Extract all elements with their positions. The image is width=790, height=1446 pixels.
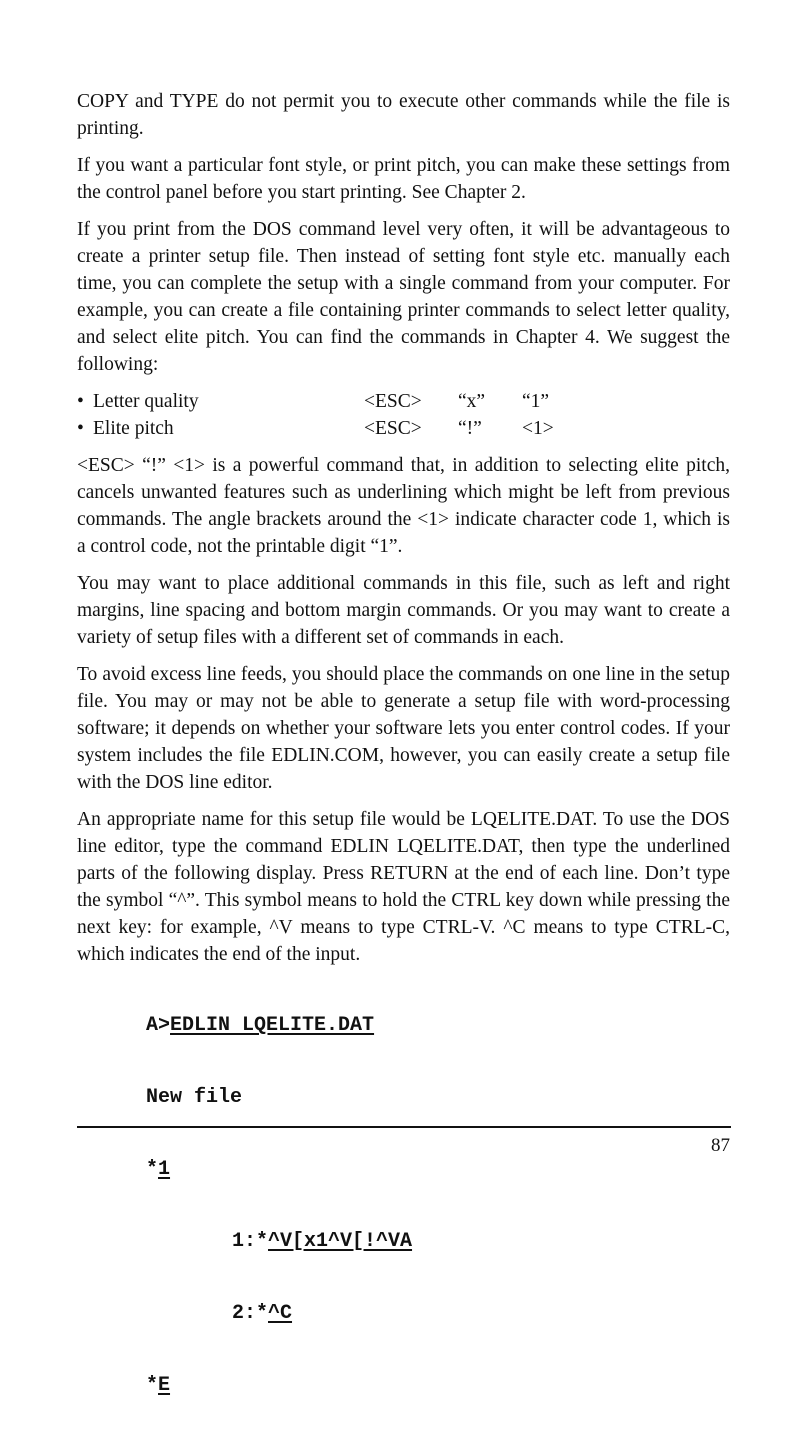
list-item xyxy=(77,388,730,415)
list-item xyxy=(77,415,730,442)
list-item-code-3: “1” xyxy=(522,391,550,412)
list-item-code-2: “x” xyxy=(458,391,486,412)
control-codes-input: ^V[x1^V[!^VA xyxy=(268,1230,413,1253)
footer-divider xyxy=(77,1126,731,1128)
bullet-icon: • xyxy=(77,418,84,439)
edlin-command-input: EDLIN LQELITE.DAT xyxy=(170,1014,375,1037)
list-item-label: Elite pitch xyxy=(93,418,174,439)
edlin-prompt: * xyxy=(146,1158,159,1181)
paragraph-setup-file: If you print from the DOS command level very often, it will be advantageous to create a printer setup file. Then instead of setting font style etc. manually each time, you can complete the setup with a single command from your computer. For example, you can create a file containing printer commands to select letter quality, and select elite pitch. You can find the commands in Chapter 4. We suggest the following: xyxy=(77,219,730,375)
body-text xyxy=(77,88,730,978)
paragraph-copy-type: COPY and TYPE do not permit you to execute other commands while the file is printing. xyxy=(77,91,730,139)
code-line xyxy=(146,1230,412,1254)
code-line xyxy=(146,1158,412,1182)
paragraph-additional-commands: You may want to place additional commands in this file, such as left and right margins, line spacing and bottom margin commands. Or you may want to create a variety of setup files with a different set of commands in each. xyxy=(77,573,730,648)
new-file-message: New file xyxy=(146,1086,243,1109)
code-line xyxy=(146,1086,412,1110)
list-item-label: Letter quality xyxy=(93,391,199,412)
page-number: 87 xyxy=(711,1135,730,1156)
paragraph-font-style: If you want a particular font style, or print pitch, you can make these settings from the control panel before you start printing. See Chapter 2. xyxy=(77,155,730,203)
exit-command-input: E xyxy=(158,1374,171,1397)
list-item-code-3: <1> xyxy=(522,418,554,439)
code-line xyxy=(146,1014,412,1038)
list-item-code-2: “!” xyxy=(458,418,482,439)
end-input-code: ^C xyxy=(268,1302,293,1325)
code-line xyxy=(146,1302,412,1326)
paragraph-line-feeds: To avoid excess line feeds, you should place the commands on one line in the setup file. You may or may not be able to generate a setup file with word-processing software; it depends on whether your software lets you enter control codes. If your system includes the file EDLIN.COM, however, you can easily create a setup file with the DOS line editor. xyxy=(77,664,730,793)
line-prompt: 1:* xyxy=(232,1230,269,1253)
paragraph-esc-command: <ESC> “!” <1> is a powerful command that, in addition to selecting elite pitch, cancels unwanted features such as underlining which might be left from previous commands. The angle brackets around the <1> indicate character code 1, which is a control code, not the printable digit “1”. xyxy=(77,455,730,557)
edlin-display xyxy=(146,966,412,1446)
insert-line-input: 1 xyxy=(158,1158,171,1181)
edlin-prompt: * xyxy=(146,1374,159,1397)
paragraph-edlin-instructions: An appropriate name for this setup file would be LQELITE.DAT. To use the DOS line editor, type the command EDLIN LQELITE.DAT, then type the underlined parts of the following display. Press RETURN at the end of each line. Don’t type the symbol “^”. This symbol means to hold the CTRL key down while pressing the next key: for example, ^V means to type CTRL-V. ^C means to type CTRL-C, which indicates the end of the input. xyxy=(77,809,730,965)
line-prompt: 2:* xyxy=(232,1302,269,1325)
bullet-icon: • xyxy=(77,391,84,412)
dos-prompt: A> xyxy=(146,1014,171,1037)
code-line xyxy=(146,1374,412,1398)
command-list xyxy=(77,388,730,442)
list-item-code-1: <ESC> xyxy=(364,418,422,439)
list-item-code-1: <ESC> xyxy=(364,391,422,412)
